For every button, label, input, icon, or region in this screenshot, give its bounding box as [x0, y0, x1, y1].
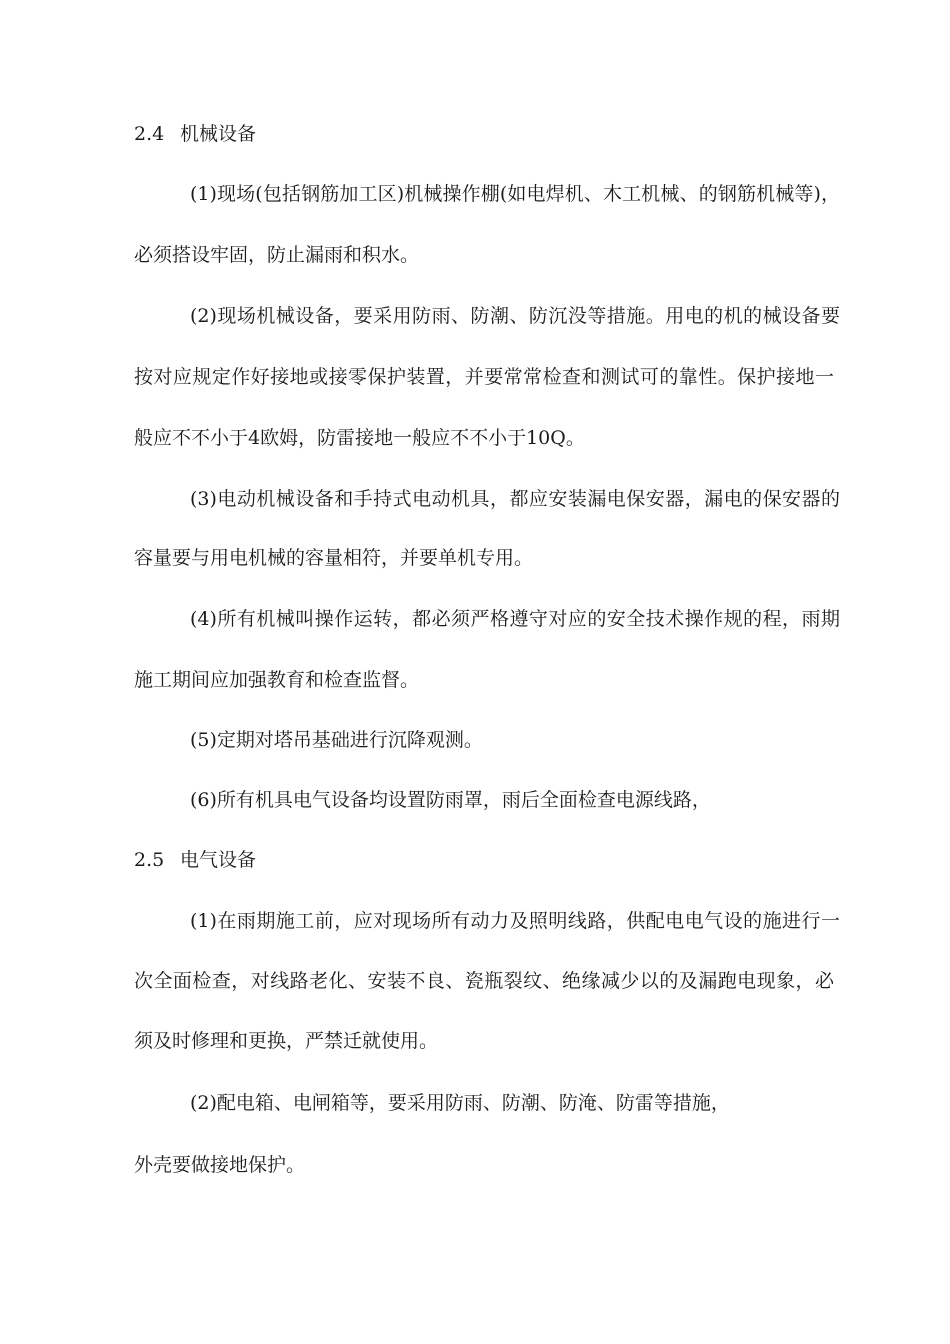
paragraph-line: 外壳要做接地保护。 — [134, 1154, 306, 1176]
paragraph-line: (3)电动机械设备和手持式电动机具，都应安装漏电保安器，漏电的保安器的 — [190, 488, 840, 510]
section-number: 2.5 — [134, 849, 165, 871]
paragraph-line: 按对应规定作好接地或接零保护装置，并要常常检查和测试可的靠性。保护接地一 — [134, 366, 834, 388]
section-heading-2-4 — [134, 121, 834, 147]
paragraph-line: 般应不不小于4欧姆，防雷接地一般应不不小于10Q。 — [134, 427, 585, 449]
section-number: 2.4 — [134, 123, 165, 145]
paragraph-line: (5)定期对塔吊基础进行沉降观测。 — [190, 729, 483, 751]
paragraph-line: (6)所有机具电气设备均设置防雨罩，雨后全面检查电源线路， — [190, 789, 711, 811]
section-title: 机械设备 — [180, 123, 257, 145]
paragraph-line: (2)现场机械设备，要采用防雨、防潮、防沉没等措施。用电的机的械设备要 — [190, 305, 840, 327]
section-title: 电气设备 — [180, 849, 257, 871]
paragraph-line: (1)在雨期施工前，应对现场所有动力及照明线路，供配电电气设的施进行一 — [190, 910, 840, 932]
paragraph-line: (1)现场(包括钢筋加工区)机械操作棚(如电焊机、木工机械、的钢筋机械等)， — [190, 183, 840, 205]
section-heading-2-5 — [134, 847, 834, 873]
paragraph-line: 次全面检查，对线路老化、安装不良、瓷瓶裂纹、绝缘减少以的及漏跑电现象，必 — [134, 970, 834, 992]
paragraph-line: (2)配电箱、电闸箱等，要采用防雨、防潮、防淹、防雷等措施， — [190, 1092, 730, 1114]
paragraph-line: 容量要与用电机械的容量相符，并要单机专用。 — [134, 547, 534, 569]
paragraph-line: 须及时修理和更换，严禁迁就使用。 — [134, 1030, 439, 1052]
paragraph-line: (4)所有机械叫操作运转，都必须严格遵守对应的安全技术操作规的程，雨期 — [190, 608, 840, 630]
paragraph-line: 必须搭设牢固，防止漏雨和积水。 — [134, 244, 420, 266]
paragraph-line: 施工期间应加强教育和检查监督。 — [134, 669, 420, 691]
